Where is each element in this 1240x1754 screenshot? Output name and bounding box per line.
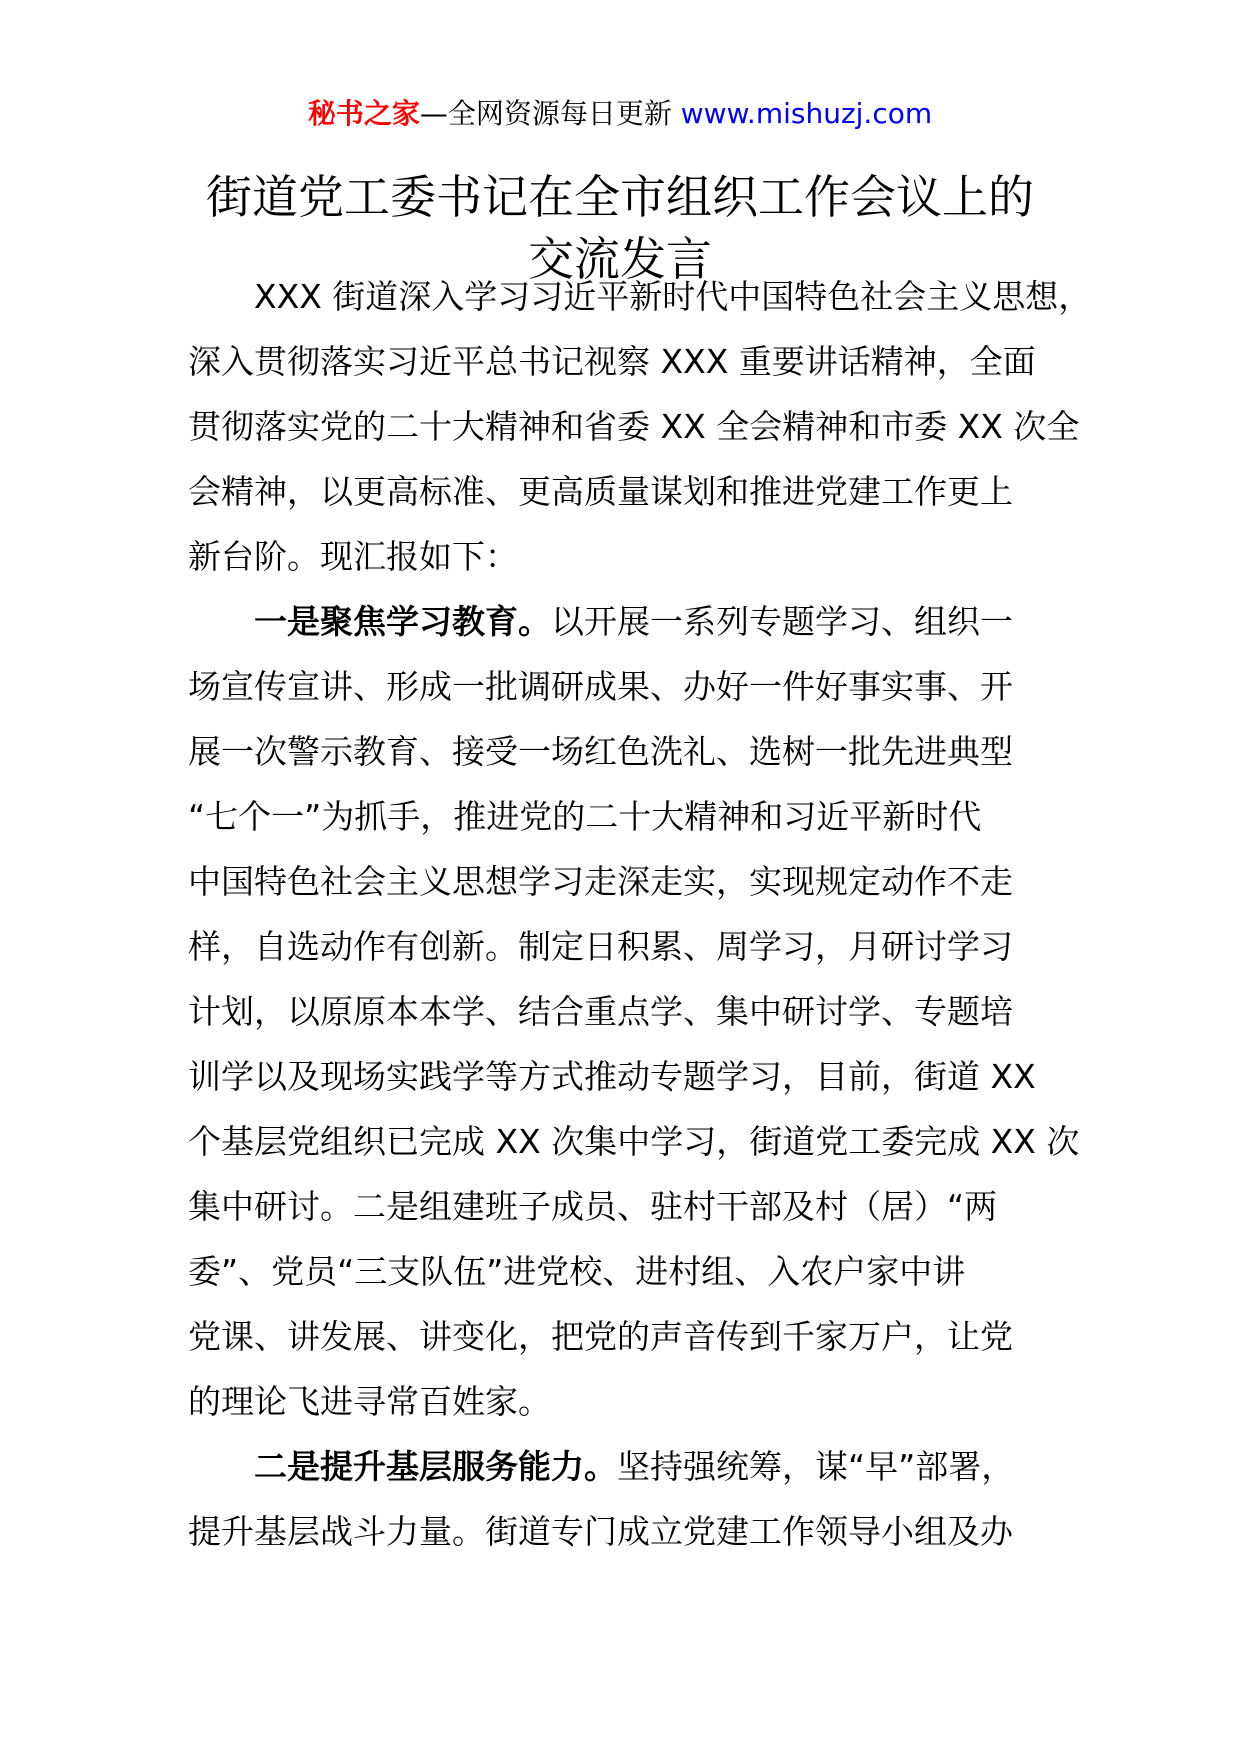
paragraph-study-education	[188, 589, 1080, 1434]
text-line: 深入贯彻落实习近平总书记视察 XXX 重要讲话精神，全面	[188, 342, 1036, 381]
site-tagline: —全网资源每日更新	[419, 97, 681, 130]
document-body	[188, 264, 1092, 1564]
text-line: 贯彻落实党的二十大精神和省委 XX 全会精神和市委 XX 次全	[188, 407, 1080, 446]
text-span: 坚持强统筹，谋“早”部署，	[617, 1447, 1015, 1486]
paragraph-heading: 二是提升基层服务能力。	[254, 1447, 617, 1486]
text-line: 集中研讨。二是组建班子成员、驻村干部及村（居）“两	[188, 1187, 998, 1226]
text-line: 中国特色社会主义思想学习走深走实，实现规定动作不走	[188, 862, 1013, 901]
text-line: 计划，以原原本本学、结合重点学、集中研讨学、专题培	[188, 992, 1013, 1031]
text-line: 训学以及现场实践学等方式推动专题学习，目前，街道 XX	[188, 1057, 1036, 1096]
text-line: 会精神，以更高标准、更高质量谋划和推进党建工作更上	[188, 472, 1013, 511]
site-header	[0, 94, 1240, 134]
paragraph-service-capacity	[188, 1434, 1068, 1564]
paragraph-heading: 一是聚焦学习教育。	[254, 602, 551, 641]
text-line: 新台阶。现汇报如下：	[188, 537, 518, 576]
paragraph-intro	[188, 264, 1092, 589]
text-line	[188, 589, 1068, 654]
text-line: 个基层党组织已完成 XX 次集中学习，街道党工委完成 XX 次	[188, 1122, 1080, 1161]
site-name: 秘书之家	[307, 97, 420, 130]
text-line: 提升基层战斗力量。街道专门成立党建工作领导小组及办	[188, 1512, 1013, 1551]
text-line	[188, 1434, 1068, 1499]
title-line-2: 交流发言	[528, 232, 712, 286]
text-line: 展一次警示教育、接受一场红色洗礼、选树一批先进典型	[188, 732, 1013, 771]
text-line: 的理论飞进寻常百姓家。	[188, 1382, 551, 1421]
text-line: 党课、讲发展、讲变化，把党的声音传到千家万户，让党	[188, 1317, 1013, 1356]
text-line: “七个一”为抓手，推进党的二十大精神和习近平新时代	[188, 797, 982, 836]
site-url-link[interactable]: www.mishuzj.com	[680, 97, 933, 130]
text-line: 委”、党员“三支队伍”进党校、进村组、入农户家中讲	[188, 1252, 966, 1291]
text-line: 场宣传宣讲、形成一批调研成果、办好一件好事实事、开	[188, 667, 1013, 706]
text-line: XXX 街道深入学习习近平新时代中国特色社会主义思想，	[254, 277, 1092, 316]
text-line: 样，自选动作有创新。制定日积累、周学习，月研讨学习	[188, 927, 1013, 966]
text-span: 以开展一系列专题学习、组织一	[551, 602, 1013, 641]
title-line-1: 街道党工委书记在全市组织工作会议上的	[206, 170, 1034, 224]
